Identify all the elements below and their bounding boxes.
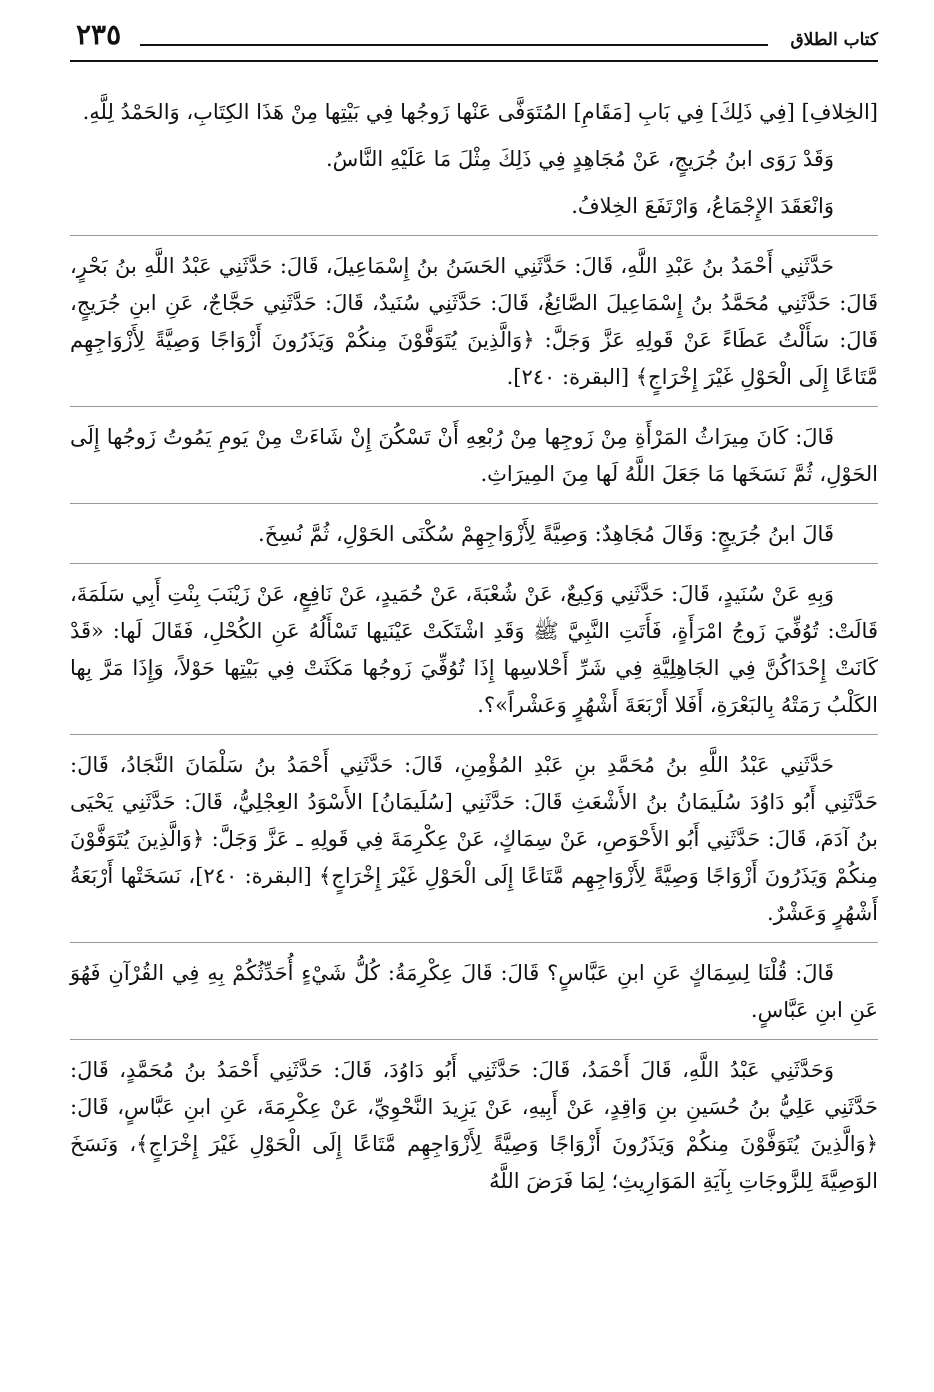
paragraph-divider: [70, 503, 878, 504]
paragraph: [الخِلافِ] [فِي ذَلِكَ] فِي بَابِ [مَقَامِ] المُتَوَفَّى عَنْها زَوجُها فِي بَيْتِها مِنْ هَذَا الكِتَابِ، وَالحَمْدُ لِلَّهِ.: [82, 100, 878, 124]
paragraph: وَحَدَّثَنِي عَبْدُ اللَّهِ، قَالَ أَحْمَدُ، قَالَ: حَدَّثَنِي أَبُو دَاوُدَ، قَالَ: حَدَّثَنِي أَحْمَدُ بنُ مُحَمَّدٍ، قَالَ: حَدَّثَنِي عَلِيُّ بنُ حُسَينِ بنِ وَاقِدٍ، عَنْ أَبِيهِ، عَنْ يَزِيدَ النَّحْوِيِّ، عَنْ عِكْرِمَةَ، عَنِ ابنِ عَبَّاسٍ، قَالَ: ﴿وَالَّذِينَ يُتَوَفَّوْنَ مِنكُمْ وَيَذَرُونَ أَزْوَاجًا وَصِيَّةً لِأَزْوَاجِهِم مَّتَاعًا إِلَى الْحَوْلِ غَيْرَ إِخْرَاجٍ﴾، وَنَسَخَ الوَصِيَّةَ لِلزَّوجَاتِ بِآيَةِ المَوَارِيثِ؛ لِمَا فَرَضَ اللَّهُ: [70, 1058, 878, 1193]
paragraph: قَالَ: قُلْنَا لِسِمَاكٍ عَنِ ابنِ عَبَّاسٍ؟ قَالَ: قَالَ عِكْرِمَةُ: كُلُّ شَيْءٍ أُحَدِّثُكُمْ بِهِ فِي القُرْآنِ فَهُوَ عَنِ ابنِ عَبَّاسٍ.: [70, 961, 878, 1022]
paragraph: حَدَّثَنِي أَحْمَدُ بنُ عَبْدِ اللَّهِ، قَالَ: حَدَّثَنِي الحَسَنُ بنُ إِسْمَاعِيلَ، قَالَ: حَدَّثَنِي عَبْدُ اللَّهِ بنُ بَحْرٍ، قَالَ: حَدَّثَنِي مُحَمَّدُ بنُ إِسْمَاعِيلَ الصَّائِغُ، قَالَ: حَدَّثَنِي سُنَيدٌ، قَالَ: حَدَّثَنِي حَجَّاجٌ، عَنِ ابنِ جُرَيجٍ، قَالَ: سَأَلْتُ عَطَاءً عَنْ قَولِهِ عَزَّ وَجَلَّ: ﴿وَالَّذِينَ يُتَوَفَّوْنَ مِنكُمْ وَيَذَرُونَ أَزْوَاجًا وَصِيَّةً لِأَزْوَاجِهِم مَّتَاعًا إِلَى الْحَوْلِ غَيْرَ إِخْرَاجٍ﴾ [البقرة: ٢٤٠].: [70, 254, 878, 389]
paragraph-divider: [70, 563, 878, 564]
page-number: ٢٣٥: [76, 18, 122, 51]
book-title: كتاب الطلاق: [790, 30, 878, 50]
paragraph: وَبِهِ عَنْ سُنَيدٍ، قَالَ: حَدَّثَنِي وَكِيعٌ، عَنْ شُعْبَةَ، عَنْ حُمَيدٍ، عَنْ نَافِعٍ، عَنْ زَيْنَبَ بِنْتِ أَبِي سَلَمَةَ، قَالَتْ: تُوُفِّيَ زَوجُ امْرَأَةٍ، فَأَتَتِ النَّبِيَّ ﷺ وَقَدِ اشْتَكَتْ عَيْنَيها تَسْأَلُهُ عَنِ الكُحْلِ، فَقَالَ لَها: «قَدْ كَانَتْ إِحْدَاكُنَّ فِي الجَاهِلِيَّةِ فِي شَرِّ أَحْلاسِها إِذَا تُوُفِّيَ زَوجُها مَكَثَتْ فِي بَيْتِها حَوْلاً، وَإِذَا مَرَّ بِها الكَلْبُ رَمَتْهُ بِالبَعْرَةِ، أَفَلا أَرْبَعَةَ أَشْهُرٍ وَعَشْراً»؟.: [70, 582, 878, 717]
page-body: [70, 62, 878, 1200]
header-rule: [140, 44, 768, 46]
paragraph-divider: [70, 406, 878, 407]
paragraph: وَانْعَقَدَ الإِجْمَاعُ، وَارْتَفَعَ الخِلافُ.: [571, 194, 834, 218]
paragraph-divider: [70, 734, 878, 735]
paragraph-divider: [70, 942, 878, 943]
paragraph: حَدَّثَنِي عَبْدُ اللَّهِ بنُ مُحَمَّدِ بنِ عَبْدِ المُؤْمِنِ، قَالَ: حَدَّثَنِي أَحْمَدُ بنُ سَلْمَانَ النَّجَادُ، قَالَ: حَدَّثَنِي أَبُو دَاوُدَ سُلَيمَانُ بنُ الأَشْعَثِ قَالَ: حَدَّثَنِي [سُلَيمَانُ] الأَسْوَدُ العِجْلِيُّ، قَالَ: حَدَّثَنِي يَحْيَى بنُ آدَمَ، قَالَ: حَدَّثَنِي أَبُو الأَحْوَصِ، عَنْ سِمَاكٍ، عَنْ عِكْرِمَةَ فِي قَولِهِ ـ عَزَّ وَجَلَّ: ﴿وَالَّذِينَ يُتَوَفَّوْنَ مِنكُمْ وَيَذَرُونَ أَزْوَاجًا وَصِيَّةً لِأَزْوَاجِهِم مَّتَاعًا إِلَى الْحَوْلِ غَيْرَ إِخْرَاجٍ﴾ [البقرة: ٢٤٠]، نَسَخَتْها أَرْبَعَةُ أَشْهُرٍ وَعَشْرٌ.: [70, 753, 878, 925]
paragraph: وَقَدْ رَوَى ابنُ جُرَيجٍ، عَنْ مُجَاهِدٍ فِي ذَلِكَ مِثْلَ مَا عَلَيْهِ النَّاسُ.: [325, 147, 834, 171]
paragraph-divider: [70, 1039, 878, 1040]
book-page: [70, 0, 878, 1392]
paragraph: قَالَ: كَانَ مِيرَاثُ المَرْأَةِ مِنْ زَوجِها مِنْ رُبْعِهِ أَنْ تَسْكُنَ إِنْ شَاءَتْ مِنْ يَومِ يَمُوتُ زَوجُها إِلَى الحَوْلِ، ثُمَّ نَسَخَها مَا جَعَلَ اللَّهُ لَها مِنَ المِيرَاثِ.: [70, 425, 878, 486]
page-header: [70, 0, 878, 62]
paragraph-divider: [70, 235, 878, 236]
paragraph: قَالَ ابنُ جُرَيجٍ: وَقَالَ مُجَاهِدٌ: وَصِيَّةً لِأَزْوَاجِهِمْ سُكْنَى الحَوْلِ، ثُمَّ نُسِخَ.: [257, 522, 834, 546]
